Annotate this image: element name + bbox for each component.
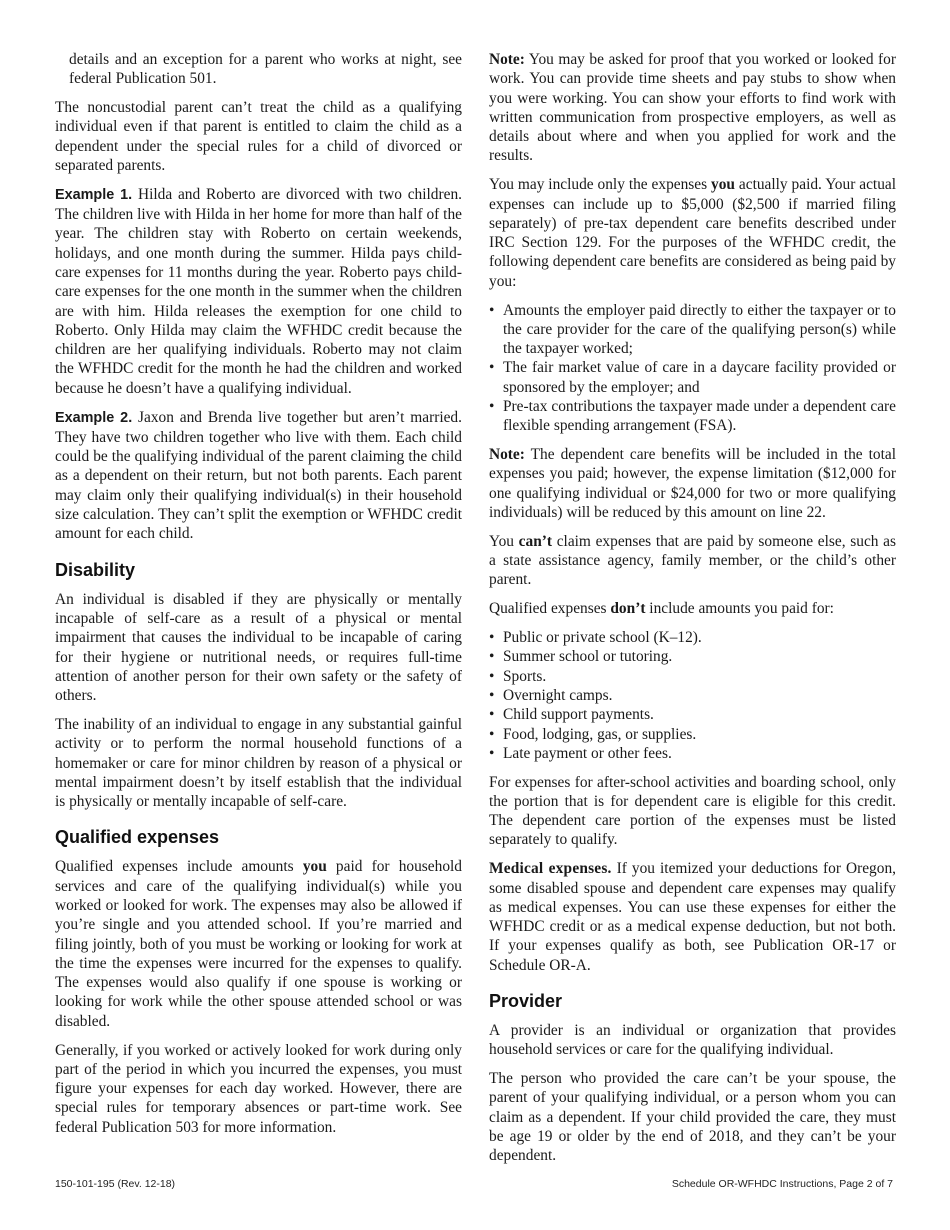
cant-text-a: You bbox=[489, 532, 519, 550]
page-label: Schedule OR-WFHDC Instructions, Page 2 of 7 bbox=[671, 1178, 893, 1190]
heading-qualified-expenses: Qualified expenses bbox=[55, 827, 220, 848]
example-1-label: Example 1. bbox=[55, 186, 133, 203]
example-2-text: Jaxon and Brenda live together but aren’t married. They have two children together who live with them. Each child could be the qualifying individual of the parent claiming the child as a dependent on their return, but not both parents. Each parent may claim only their qualifying individual(s) in their household size calculation. They can’t split the exemption or WFHDC credit amount for each child. bbox=[55, 408, 462, 543]
benefit-text: Pre-tax contributions the taxpayer made under a dependent care flexible spending arrangement (FSA). bbox=[503, 398, 896, 435]
note-proof-text: You may be asked for proof that you worked or looked for work. You can provide time sheets and pay stubs to show when you were working. You can show your efforts to find work with written communication from prospective employers, as well as details about where and when you applied for work and the results. bbox=[489, 51, 896, 165]
excluded-text: Overnight camps. bbox=[503, 686, 613, 704]
example-1-text: Hilda and Roberto are divorced with two children. The children live with Hilda in her home for more than half of the year. The children stay with Roberto on certain weekends, holidays, and one month during the summer. Hilda pays child-care expenses for 11 months during the year. Roberto pays child-care expenses for the one month in the summer when the children are with him. Hilda releases the exemption for one child to Roberto. Only Hilda may claim the WFHDC credit because the children are her qualifying individuals. Roberto may not claim the WFHDC credit for the month he had the children and worked because he doesn’t have a qualifying individual. bbox=[55, 185, 462, 397]
excluded-list bbox=[489, 628, 896, 763]
paragraph-cant-claim bbox=[489, 532, 896, 590]
example-1 bbox=[55, 185, 462, 398]
form-number: 150-101-195 (Rev. 12-18) bbox=[55, 1178, 176, 1190]
benefit-text: The fair market value of care in a daycare facility provided or sponsored by the employer; and bbox=[503, 359, 896, 396]
list-item: • Amounts the employer paid directly to either the taxpayer or to the care provider for the care of the qualifying person(s) while the taxpayer worked; bbox=[489, 301, 896, 358]
paragraph-qualified-1 bbox=[55, 857, 462, 1031]
qualified-1-emphasis: you bbox=[302, 858, 327, 876]
left-column bbox=[55, 50, 462, 1147]
medical-expenses-label: Medical expenses. bbox=[489, 860, 612, 878]
paragraph-include-expenses bbox=[489, 175, 896, 291]
list-item: • Overnight camps. bbox=[489, 686, 613, 704]
paragraph-qualified-2: Generally, if you worked or actively looked for work during only part of the period in which you incurred the expenses, you must figure your expenses for each day worked. However, there are special rules for temporary absences or part-time work. See federal Publication 503 for more information. bbox=[55, 1041, 462, 1136]
paragraph-provider-1: A provider is an individual or organization that provides household services or care for the qualifying individual. bbox=[489, 1022, 896, 1059]
include-text-c: actually paid. Your actual expenses can include up to $5,000 ($2,500 if married filing separately) of pre-tax dependent care benefits described under IRC Section 129. For the purposes of the WFHDC credit, the following dependent care benefits are considered as being paid by you: bbox=[489, 176, 896, 290]
benefit-text: Amounts the employer paid directly to either the taxpayer or to the care provider for the care of the qualifying person(s) while the taxpayer worked; bbox=[503, 301, 896, 358]
paragraph-noncustodial: The noncustodial parent can’t treat the child as a qualifying individual even if that parent is entitled to claim the child as a dependent under the special rules for a child of divorced or separated parents. bbox=[55, 99, 462, 174]
list-item: • The fair market value of care in a daycare facility provided or sponsored by the employer; and bbox=[489, 359, 896, 396]
paragraph-disability-2: The inability of an individual to engage in any substantial gainful activity or to perform the normal household functions of a homemaker or care for minor children by reason of a physical or mental impairment doesn’t by itself establish that the individual is physically or mentally incapable of self-care. bbox=[55, 715, 462, 811]
example-2-label: Example 2. bbox=[55, 409, 133, 426]
dont-emphasis: don’t bbox=[610, 600, 646, 618]
list-item: • Pre-tax contributions the taxpayer made under a dependent care flexible spending arrangement (FSA). bbox=[489, 398, 896, 435]
excluded-text: Food, lodging, gas, or supplies. bbox=[503, 725, 697, 743]
qualified-1-text-c: paid for household services and care of the qualifying individual(s) while you worked or looked for work. The expenses may also be allowed if you’re single and you attended school. If you’re married and filing jointly, both of you must be working or looking for work at the time the expenses were incurred for the expenses to qualify. The expenses would also qualify if one spouse is working or looking for work while the other spouse attended school or was disabled. bbox=[55, 858, 462, 1030]
note-proof bbox=[489, 50, 896, 166]
medical-expenses-text: If you itemized your deductions for Oregon, some disabled spouse and dependent care expenses may qualify as medical expenses. You can use these expenses for either the WFHDC credit or as a medical expense deduction, but not both. If your expenses qualify as both, see Publication OR-17 or Schedule OR-A. bbox=[489, 860, 896, 974]
list-item: • Summer school or tutoring. bbox=[489, 648, 673, 666]
note-benefits-label: Note: bbox=[489, 446, 525, 464]
list-item: • Food, lodging, gas, or supplies. bbox=[489, 725, 697, 743]
paragraph-provider-2: The person who provided the care can’t be your spouse, the parent of your qualifying individual, or a person whom you can claim as a dependent. If your child provided the care, they must be age 19 or older by the end of 2018, and they can’t be your dependent. bbox=[489, 1070, 896, 1165]
right-column bbox=[489, 50, 896, 1175]
list-item: • Public or private school (K–12). bbox=[489, 629, 702, 647]
excluded-text: Late payment or other fees. bbox=[503, 744, 672, 762]
note-benefits-text: The dependent care benefits will be included in the total expenses you paid; however, the expense limitation ($12,000 for one qualifying individual or $24,000 for two or more qualifying individuals) will be reduced by this amount on line 22. bbox=[489, 446, 896, 522]
cant-emphasis: can’t bbox=[518, 532, 553, 550]
qualified-1-text-a: Qualified expenses include amounts bbox=[55, 858, 303, 876]
cant-text-c: claim expenses that are paid by someone else, such as a state assistance agency, family member, or the child’s other parent. bbox=[489, 532, 897, 589]
heading-provider: Provider bbox=[489, 991, 563, 1012]
note-benefits bbox=[489, 445, 896, 522]
note-proof-label: Note: bbox=[489, 51, 525, 68]
list-item: • Late payment or other fees. bbox=[489, 744, 672, 762]
list-item: • Sports. bbox=[489, 667, 547, 685]
excluded-text: Summer school or tutoring. bbox=[503, 648, 673, 666]
paragraph-after-school: For expenses for after-school activities and boarding school, only the portion that is for dependent care is eligible for this credit. The dependent care portion of the expenses must be listed separately to qualify. bbox=[489, 773, 896, 849]
include-emphasis: you bbox=[711, 176, 735, 194]
benefits-list bbox=[489, 301, 896, 436]
paragraph-continuation: details and an exception for a parent who works at night, see federal Publication 501. bbox=[69, 51, 462, 88]
excluded-text: Sports. bbox=[503, 667, 547, 685]
list-item: • Child support payments. bbox=[489, 706, 654, 724]
include-text-a: You may include only the expenses bbox=[489, 176, 712, 194]
paragraph-medical-expenses bbox=[489, 859, 896, 975]
dont-text-c: include amounts you paid for: bbox=[645, 600, 834, 618]
example-2 bbox=[55, 408, 462, 544]
excluded-text: Public or private school (K–12). bbox=[503, 629, 702, 647]
excluded-text: Child support payments. bbox=[503, 706, 654, 724]
paragraph-dont-include bbox=[489, 599, 896, 618]
heading-disability: Disability bbox=[55, 559, 136, 580]
paragraph-disability-1: An individual is disabled if they are physically or mentally incapable of self-care as a result of a physical or mental impairment that causes the individual to be incapable of caring for their hygiene or nutritional needs, or requires full-time attention of another person for their own safety or the safety of others. bbox=[55, 590, 462, 705]
dont-text-a: Qualified expenses bbox=[489, 600, 611, 618]
